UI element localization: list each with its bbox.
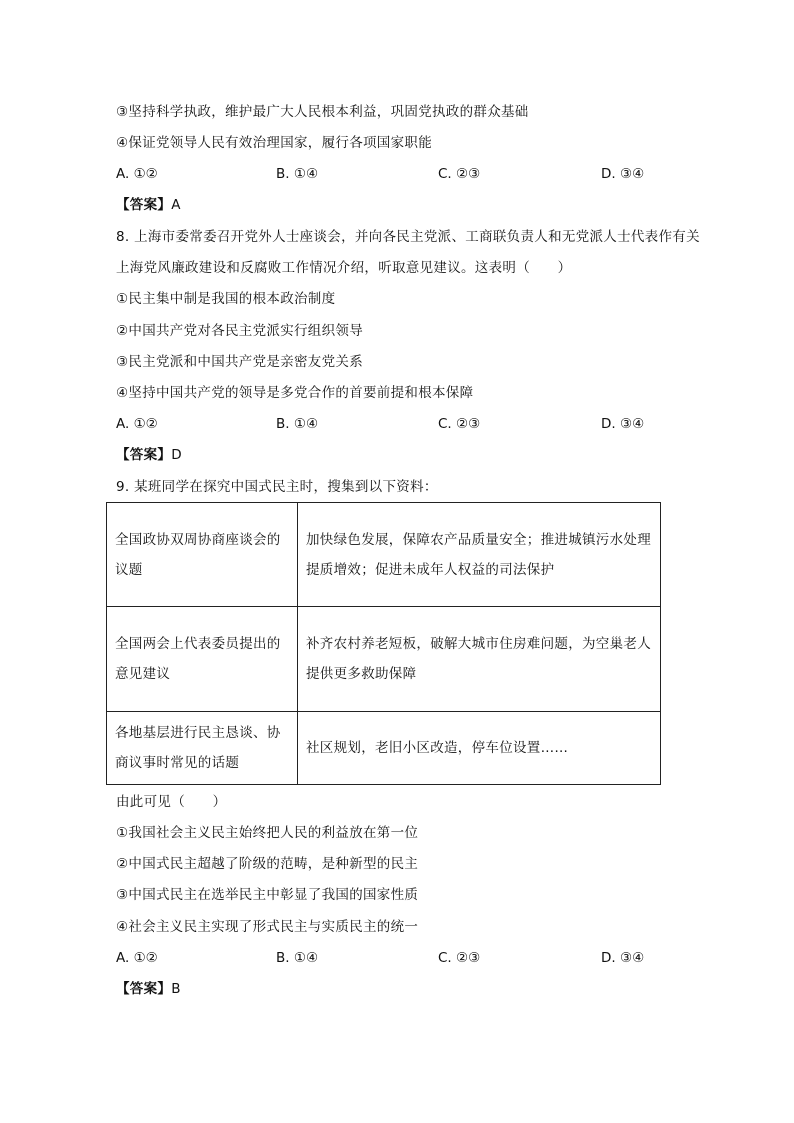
q9-answer [116,980,181,998]
prev-answer [116,196,181,214]
content-line: 社区规划，老旧小区改造，停车位设置…… [306,740,569,756]
answer-value: B [171,981,181,997]
label-line: 全国两会上代表委员提出的 [115,636,281,652]
table-label-cell [107,503,298,607]
q9-option-1: ①我国社会主义民主始终把人民的利益放在第一位 [116,825,419,841]
answer-value: D [171,447,182,463]
choice-d: D. ③④ [601,950,645,966]
choice-b: B. ①④ [276,416,319,432]
choice-a: A. ①② [116,166,158,182]
table-row [107,607,661,712]
q8-choices [116,415,676,433]
q8-option-4: ④坚持中国共产党的领导是多党合作的首要前提和根本保障 [116,385,474,401]
choice-a: A. ①② [116,950,158,966]
content-line: 提供更多救助保障 [306,666,417,682]
q8-stem-line1: 8. 上海市委常委召开党外人士座谈会，并向各民主党派、工商联负责人和无党派人士代表作有关 [116,229,700,245]
q9-after-text: 由此可见（ ） [116,794,227,810]
label-line: 全国政协双周协商座谈会的 [115,531,281,548]
choice-d: D. ③④ [601,166,645,182]
q9-option-3: ③中国式民主在选举民主中彰显了我国的国家性质 [116,887,419,903]
answer-value: A [171,197,181,213]
label-line: 议题 [115,561,143,578]
prev-option-3: ③坚持科学执政，维护最广大人民根本利益，巩固党执政的群众基础 [116,104,529,120]
q9-material-table [106,502,661,785]
choice-b: B. ①④ [276,166,319,182]
answer-tag: 【答案】 [116,447,172,463]
prev-choices [116,165,676,183]
choice-d: D. ③④ [601,416,645,432]
answer-tag: 【答案】 [116,197,172,213]
q9-choices [116,949,676,967]
table-content-cell [298,607,661,712]
q9-stem: 9. 某班同学在探究中国式民主时，搜集到以下资料： [116,479,438,495]
q8-stem-line2: 上海党风廉政建设和反腐败工作情况介绍，听取意见建议。这表明（ ） [116,260,572,276]
content-line: 提质增效；促进未成年人权益的司法保护 [306,561,555,578]
table-content-cell [298,503,661,607]
label-line: 各地基层进行民主恳谈、协 [115,725,281,741]
choice-c: C. ②③ [438,166,481,182]
prev-option-4: ④保证党领导人民有效治理国家，履行各项国家职能 [116,135,433,151]
q8-option-2: ②中国共产党对各民主党派实行组织领导 [116,323,364,339]
q9-option-2: ②中国式民主超越了阶级的范畴，是种新型的民主 [116,856,419,872]
table-label-cell [107,712,298,785]
choice-c: C. ②③ [438,416,481,432]
q8-option-3: ③民主党派和中国共产党是亲密友党关系 [116,354,364,370]
label-line: 商议事时常见的话题 [115,755,240,771]
q8-answer [116,446,182,464]
content-line: 补齐农村养老短板，破解大城市住房难问题，为空巢老人 [306,636,651,652]
answer-tag: 【答案】 [116,981,172,997]
table-content-cell [298,712,661,785]
table-row [107,712,661,785]
choice-a: A. ①② [116,416,158,432]
choice-b: B. ①④ [276,950,319,966]
label-line: 意见建议 [115,666,171,682]
q9-option-4: ④社会主义民主实现了形式民主与实质民主的统一 [116,919,419,935]
content-line: 加快绿色发展，保障农产品质量安全；推进城镇污水处理 [306,531,651,548]
choice-c: C. ②③ [438,950,481,966]
q8-option-1: ①民主集中制是我国的根本政治制度 [116,291,336,307]
table-label-cell [107,607,298,712]
table-row [107,503,661,607]
